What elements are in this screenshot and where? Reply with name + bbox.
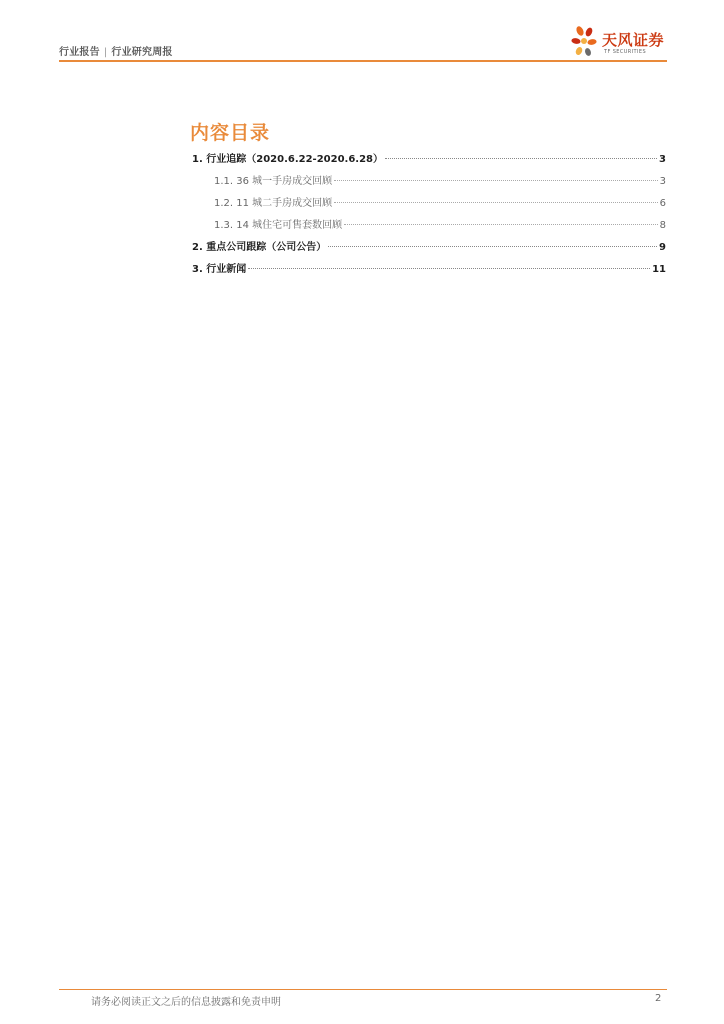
toc-entry-label: 1.3. 14 城住宅可售套数回顾 [214, 220, 343, 231]
toc-entry[interactable] [214, 216, 666, 231]
toc-entry-label: 1.2. 11 城二手房成交回顾 [214, 198, 333, 209]
logo-name-cn: 天风证券 [602, 31, 665, 49]
company-logo [569, 24, 669, 60]
toc-title: 内容目录 [190, 122, 271, 144]
toc-leader-dots [248, 268, 650, 269]
toc-leader-dots [334, 202, 657, 203]
footer-disclaimer: 请务必阅读正文之后的信息披露和免责申明 [91, 997, 281, 1008]
report-type: 行业报告 [59, 47, 100, 58]
footer-divider [59, 989, 667, 990]
flower-logo-icon [569, 24, 601, 60]
toc-leader-dots [385, 158, 657, 159]
toc-leader-dots [334, 180, 657, 181]
toc-entry[interactable] [192, 150, 666, 165]
toc-entry-label: 1. 行业追踪（2020.6.22-2020.6.28） [192, 154, 383, 165]
toc-entry-label: 1.1. 36 城一手房成交回顾 [214, 176, 333, 187]
toc-entry-page: 8 [659, 220, 666, 231]
page-number: 2 [655, 993, 662, 1004]
toc-entry-label: 3. 行业新闻 [192, 264, 247, 275]
toc-entry[interactable] [214, 194, 666, 209]
toc-leader-dots [344, 224, 657, 225]
toc-leader-dots [328, 246, 657, 247]
toc-entry[interactable] [192, 260, 666, 275]
toc-entry-page: 6 [659, 198, 666, 209]
toc-entry[interactable] [214, 172, 666, 187]
toc-entry-page: 11 [652, 264, 666, 275]
toc-entry[interactable] [192, 238, 666, 253]
toc-entry-page: 3 [659, 176, 666, 187]
header-divider [59, 60, 667, 62]
report-subtype: 行业研究周报 [111, 47, 173, 58]
toc-entry-page: 3 [659, 154, 666, 165]
logo-name-en: TF SECURITIES [604, 49, 647, 55]
toc-entry-label: 2. 重点公司跟踪（公司公告） [192, 242, 327, 253]
header-breadcrumb [59, 43, 173, 58]
toc-entry-page: 9 [659, 242, 666, 253]
header-separator: | [103, 47, 108, 58]
